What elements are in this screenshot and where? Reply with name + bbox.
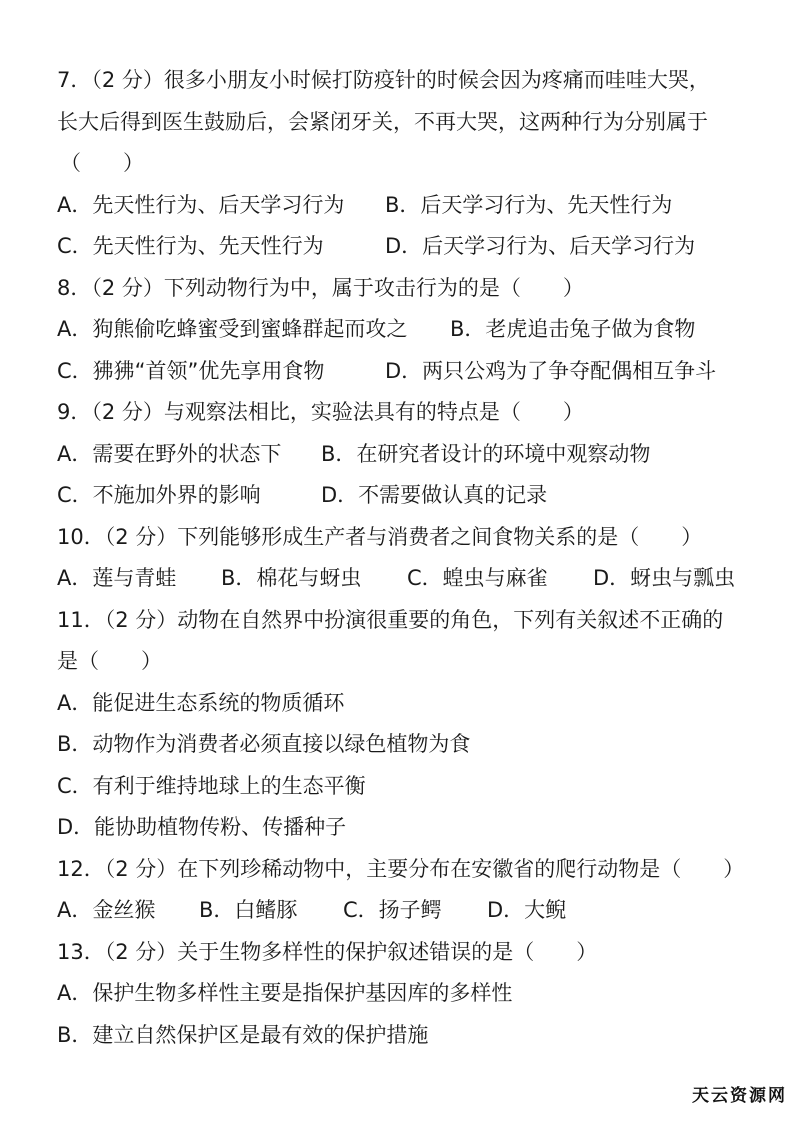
- question-12-option-a[interactable]: A．金丝猴: [57, 898, 156, 922]
- question-13-option-b[interactable]: B．建立自然保护区是最有效的保护措施: [57, 1023, 429, 1047]
- question-7-stem-line-2: 长大后得到医生鼓励后，会紧闭牙关，不再大哭，这两种行为分别属于: [57, 110, 708, 134]
- question-9-option-d[interactable]: D．不需要做认真的记录: [321, 483, 548, 507]
- question-11-option-c[interactable]: C．有利于维持地球上的生态平衡: [57, 774, 366, 798]
- question-8-option-b[interactable]: B．老虎追击兔子做为食物: [450, 317, 696, 341]
- question-7-option-a[interactable]: A．先天性行为、后天学习行为: [57, 193, 345, 217]
- question-8-option-a[interactable]: A．狗熊偷吃蜂蜜受到蜜蜂群起而攻之: [57, 317, 408, 341]
- question-11-stem-line-1: 11．（2 分）动物在自然界中扮演很重要的角色，下列有关叙述不正确的: [57, 608, 724, 632]
- question-10-option-b[interactable]: B．棉花与蚜虫: [221, 566, 362, 590]
- question-9-option-c[interactable]: C．不施加外界的影响: [57, 483, 261, 507]
- question-9-option-b[interactable]: B．在研究者设计的环境中观察动物: [321, 442, 651, 466]
- watermark-text: 天云资源网: [692, 1086, 787, 1106]
- question-9-stem: 9．（2 分）与观察法相比，实验法具有的特点是（ ）: [57, 400, 584, 424]
- question-8-option-c[interactable]: C．狒狒“首领”优先享用食物: [57, 359, 325, 383]
- question-11-option-a[interactable]: A．能促进生态系统的物质循环: [57, 691, 345, 715]
- question-8-option-d[interactable]: D．两只公鸡为了争夺配偶相互争斗: [385, 359, 717, 383]
- question-7-option-d[interactable]: D．后天学习行为、后天学习行为: [385, 234, 696, 258]
- question-10-option-c[interactable]: C．蝗虫与麻雀: [407, 566, 548, 590]
- question-7-answer-blank: （ ）: [60, 151, 144, 175]
- question-7-option-c[interactable]: C．先天性行为、先天性行为: [57, 234, 324, 258]
- question-10-stem: 10．（2 分）下列能够形成生产者与消费者之间食物关系的是（ ）: [57, 525, 703, 549]
- question-8-stem: 8．（2 分）下列动物行为中，属于攻击行为的是（ ）: [57, 276, 584, 300]
- question-7-stem-line-1: 7．（2 分）很多小朋友小时候打防疫针的时候会因为疼痛而哇哇大哭，: [57, 68, 710, 92]
- question-12-option-b[interactable]: B．白鳍豚: [199, 898, 298, 922]
- question-13-option-a[interactable]: A．保护生物多样性主要是指保护基因库的多样性: [57, 981, 513, 1005]
- question-10-option-a[interactable]: A．莲与青蛙: [57, 566, 177, 590]
- question-11-option-d[interactable]: D．能协助植物传粉、传播种子: [57, 815, 347, 839]
- question-12-stem: 12．（2 分）在下列珍稀动物中，主要分布在安徽省的爬行动物是（ ）: [57, 857, 745, 881]
- question-10-option-d[interactable]: D．蚜虫与瓢虫: [593, 566, 736, 590]
- question-11-stem-line-2: 是（ ）: [57, 649, 162, 673]
- question-12-option-c[interactable]: C．扬子鳄: [343, 898, 442, 922]
- question-12-option-d[interactable]: D．大鲵: [487, 898, 567, 922]
- question-13-stem: 13．（2 分）关于生物多样性的保护叙述错误的是（ ）: [57, 940, 598, 964]
- question-11-option-b[interactable]: B．动物作为消费者必须直接以绿色植物为食: [57, 732, 471, 756]
- question-9-option-a[interactable]: A．需要在野外的状态下: [57, 442, 282, 466]
- question-7-option-b[interactable]: B．后天学习行为、先天性行为: [385, 193, 673, 217]
